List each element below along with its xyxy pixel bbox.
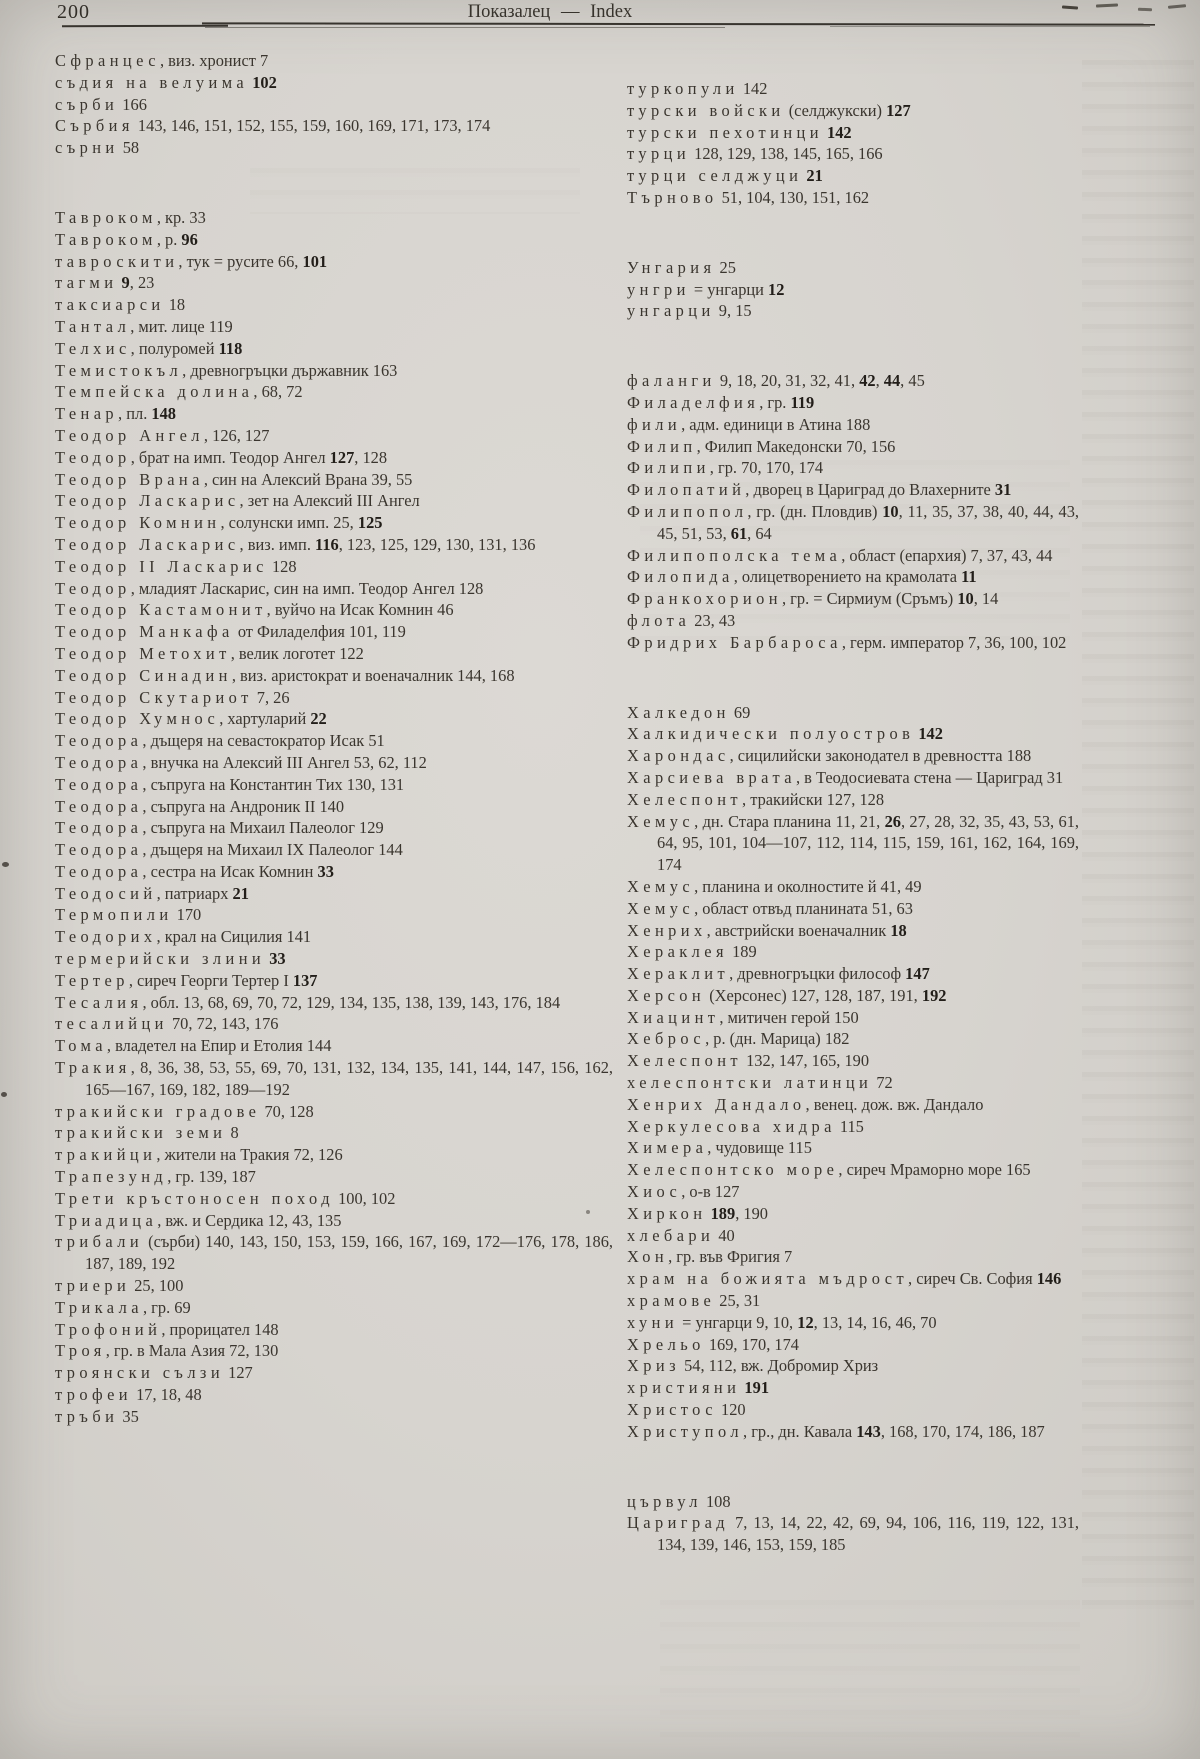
index-entry-term: храм на божията мъдрост	[627, 1269, 909, 1289]
index-entry: Теодор Врана, син на Алексий Врана 39, 55	[55, 469, 413, 489]
index-entry-term: Трапезунд	[55, 1167, 168, 1187]
index-entry-term: Теодор Скутариот	[55, 687, 253, 707]
index-entry-page-bold: 33	[269, 949, 286, 969]
index-entry: тракийски земи 8	[55, 1123, 239, 1143]
index-entry-page-bold: 42	[859, 371, 876, 391]
index-entry-term: Франкохорион	[627, 589, 782, 609]
index-entry-term: тагми	[55, 273, 118, 293]
index-entry: Химера, чудовище 115	[627, 1138, 812, 1158]
index-entry: Теодор Кастамонит, вуйчо на Исак Комнин 46	[55, 600, 454, 620]
index-entry-term: Унгария	[627, 257, 716, 277]
index-entry-term: Фридрих Барбароса	[627, 632, 842, 652]
index-entry: сърби 166	[55, 94, 147, 114]
index-entry-term: унгри	[627, 279, 690, 299]
index-entry: Хиос, о-в 127	[627, 1182, 740, 1202]
bleed-through-ghost-text	[660, 1600, 1080, 1740]
index-entry-term: Термопили	[55, 905, 173, 925]
index-entry	[627, 122, 1079, 144]
index-entry-term: Тавроком	[55, 229, 157, 249]
index-entry: Хенрих Дандало, венец. дож. вж. Дандало	[627, 1094, 984, 1114]
index-entry: Хелеспонтско море, сиреч Мраморно море 165	[627, 1160, 1031, 1180]
index-entry-term: Теодор II Ласкарис	[55, 556, 268, 576]
index-entry-term: трибали	[55, 1232, 144, 1252]
index-entry-page-bold: 118	[218, 338, 243, 358]
index-entry	[627, 165, 1079, 187]
index-entry-page-bold: 18	[890, 920, 907, 940]
index-entry: Търново 51, 104, 130, 151, 162	[627, 187, 870, 207]
scan-artifact-mark	[1168, 4, 1186, 9]
index-entry-term: Теодор Синадин	[55, 665, 232, 685]
index-entry: тагми 9, 23	[55, 273, 155, 293]
index-entry-term: Теодор	[55, 447, 131, 467]
index-entry: Тавроком, р. 96	[55, 229, 198, 249]
scan-speck	[2, 862, 9, 867]
index-entry-term: Теодор Метохит	[55, 643, 231, 663]
index-entry-term: Теодора	[55, 818, 143, 838]
index-entry: Христос 120	[627, 1400, 746, 1420]
index-entry-term: Теодор Хумнос	[55, 709, 220, 729]
index-entry: Хераклит, древногръцки философ 147	[627, 964, 930, 984]
index-entry: Хелеспонт, тракийски 127, 128	[627, 789, 885, 809]
index-column-left	[55, 50, 613, 1428]
index-entry: Хемус, планина и околностите й 41, 49	[627, 876, 922, 896]
index-entry: троянски сълзи 127	[55, 1363, 253, 1383]
index-entry-term: Търново	[627, 187, 718, 207]
index-entry-page-bold: 10	[957, 589, 974, 609]
index-entry: Унгария 25	[627, 257, 736, 277]
index-entry-page-bold: 127	[886, 100, 911, 120]
index-entry: Трети кръстоносен поход 100, 102	[55, 1188, 396, 1208]
index-entry: Харондас, сицилийски законодател в древността 188	[627, 746, 1032, 766]
index-entry: Цариград 7, 13, 14, 22, 42, 69, 94, 106, 116, 119, 122, 131, 134, 139, 146, 153, 159, 185	[627, 1513, 1079, 1555]
index-entry	[627, 1377, 1079, 1399]
index-entry: Тавроком, кр. 33	[55, 207, 206, 227]
index-entry-term: хуни	[627, 1312, 679, 1332]
index-entry: тесалийци 70, 72, 143, 176	[55, 1014, 279, 1034]
index-entry-term: Хиос	[627, 1182, 682, 1202]
index-entry-term: тесалийци	[55, 1014, 168, 1034]
index-entry-term: Филипополска тема	[627, 545, 842, 565]
index-entry-term: Хелеспонтско море	[627, 1160, 839, 1180]
index-entry-page-bold: 12	[797, 1312, 814, 1332]
index-entry-term: Теодора	[55, 796, 143, 816]
index-entry-page-bold: 143	[856, 1421, 881, 1441]
index-entry-page-bold: 96	[181, 229, 198, 249]
index-entry-term: турски войски	[627, 100, 785, 120]
index-entry	[55, 948, 613, 970]
index-entry: фаланги 9, 18, 20, 31, 32, 41, 42, 44, 45	[627, 371, 925, 391]
index-entry-term: Теодора	[55, 774, 143, 794]
index-entry-term: тракийски градове	[55, 1101, 261, 1121]
index-entry: турски войски (селджукски) 127	[627, 100, 911, 120]
bleed-through-ghost-text	[1082, 60, 1194, 1620]
index-entry-term: Триадица	[55, 1210, 158, 1230]
index-entry-term: Темистокъл	[55, 360, 183, 380]
index-entry: хелеспонтски латинци 72	[627, 1073, 893, 1093]
index-entry-page-bold: 12	[768, 279, 785, 299]
index-entry-term: Харсиева врата	[627, 767, 796, 787]
index-entry-term: Хераклея	[627, 942, 728, 962]
index-entry: турци 128, 129, 138, 145, 165, 166	[627, 144, 883, 164]
index-entry: Хриз 54, 112, вж. Добромир Хриз	[627, 1356, 879, 1376]
index-entry-page-bold: 189	[710, 1203, 736, 1223]
index-entry-term: Тракия	[55, 1058, 131, 1078]
index-entry: Термопили 170	[55, 905, 202, 925]
index-entry: Теодорих, крал на Сицилия 141	[55, 927, 312, 947]
index-entry: Теодор II Ласкарис 128	[55, 556, 297, 576]
index-entry: Теодор Ласкарис, виз. имп. 116, 123, 125, 129, 130, 131, 136	[55, 534, 536, 554]
index-entry-term: Халкидически полуостров	[627, 724, 915, 744]
index-entry: трибали (сърби) 140, 143, 150, 153, 159, 166, 167, 169, 172—176, 178, 186, 187, 189, 192	[55, 1232, 613, 1274]
index-entry: Филипопол, гр. (дн. Пловдив) 10, 11, 35, 37, 38, 40, 44, 43, 45, 51, 53, 61, 64	[627, 501, 1079, 543]
index-entry-term: Теодор Ласкарис	[55, 534, 240, 554]
index-entry-page-bold: 9	[121, 273, 130, 293]
index-entry-page-bold: 10	[882, 501, 899, 521]
index-entry-term: троянски сълзи	[55, 1363, 225, 1383]
index-entry: Теодора, съпруга на Константин Тих 130, 131	[55, 774, 405, 794]
index-entry-page-bold: 22	[310, 709, 327, 729]
index-entry: Тенар, пл. 148	[55, 404, 176, 424]
index-entry-page-bold: 61	[730, 523, 748, 543]
index-entry: Телхис, полуромей 118	[55, 338, 243, 358]
index-entry: тракийски градове 70, 128	[55, 1101, 314, 1121]
index-entry: Темистокъл, древногръцки държавник 163	[55, 360, 398, 380]
index-entry-term: Теодора	[55, 861, 143, 881]
index-entry-term: хлебари	[627, 1225, 715, 1245]
index-entry-term: Тантал	[55, 316, 131, 336]
index-entry: хлебари 40	[627, 1225, 735, 1245]
index-entry-term: Хенрих Дандало	[627, 1094, 806, 1114]
index-entry-term: Химера	[627, 1138, 708, 1158]
index-entry: Теодор Ласкарис, зет на Алексий III Ангел	[55, 491, 420, 511]
index-entry-page-bold: 26	[884, 811, 901, 831]
index-entry-page-bold: 33	[317, 861, 334, 881]
index-entry-term: Теодор Кастамонит	[55, 600, 267, 620]
index-entry-term: Филипопол	[627, 501, 748, 521]
index-entry-term: Теодосий	[55, 883, 157, 903]
index-entry-term: Хелеспонт	[627, 1051, 743, 1071]
index-entry-term: турци селджуци	[627, 166, 803, 186]
index-entry-term: Трикала	[55, 1297, 143, 1317]
header-rule-double-right	[830, 26, 1150, 27]
index-entry: Филопида, олицетворението на крамолата 11	[627, 567, 977, 587]
index-entry-term: триери	[55, 1276, 131, 1296]
index-entry-term: Хемус	[627, 811, 695, 831]
index-entry-page-bold: 101	[302, 251, 328, 271]
index-entry: Теодор Манкафа от Филаделфия 101, 119	[55, 622, 406, 642]
index-entry: Франкохорион, гр. = Сирмиум (Сръмъ) 10, 14	[627, 589, 999, 609]
index-entry: Теодор Ангел, 126, 127	[55, 425, 270, 445]
index-entry: триери 25, 100	[55, 1276, 184, 1296]
index-entry: Хераклея 189	[627, 942, 757, 962]
index-entry: хуни = унгарци 9, 10, 12, 13, 14, 16, 46, 70	[627, 1312, 937, 1332]
index-entry-term: Сърбия	[55, 116, 134, 136]
index-entry-term: християни	[627, 1378, 741, 1398]
index-entry: тръби 35	[55, 1406, 139, 1426]
index-entry-term: Филипи	[627, 458, 710, 478]
index-entry-page-bold: 21	[806, 166, 823, 186]
index-entry: унгри = унгарци 12	[627, 279, 785, 299]
index-entry: Триадица, вж. и Сердика 12, 43, 135	[55, 1210, 342, 1230]
scan-artifact-mark	[1138, 8, 1152, 11]
index-entry-term: храмове	[627, 1291, 716, 1311]
index-entry: Теодора, съпруга на Михаил Палеолог 129	[55, 818, 384, 838]
index-entry: Тома, владетел на Епир и Етолия 144	[55, 1036, 332, 1056]
index-entry: Теодора, дъщеря на Михаил IX Палеолог 144	[55, 840, 403, 860]
index-entry-term: Теодора	[55, 752, 143, 772]
index-entry: Теодосий, патриарх 21	[55, 883, 249, 903]
index-entry: Теодор Хумнос, хартуларий 22	[55, 709, 327, 729]
index-entry: Филаделфия, гр. 119	[627, 392, 815, 412]
index-entry-term: Христос	[627, 1400, 717, 1420]
index-entry: Троя, гр. в Мала Азия 72, 130	[55, 1341, 279, 1361]
index-entry-term: хелеспонтски латинци	[627, 1073, 873, 1093]
index-entry-term: Халкедон	[627, 702, 730, 722]
index-entry-term: турци	[627, 144, 691, 164]
index-entry-page-bold: 191	[744, 1378, 770, 1398]
index-entry-term: термерийски злини	[55, 949, 266, 969]
index-entry: флота 23, 43	[627, 610, 736, 630]
index-entry: фили, адм. единици в Атина 188	[627, 414, 871, 434]
index-entry-term: сърни	[55, 138, 119, 158]
index-entry-page-bold: 102	[252, 72, 277, 92]
index-entry-page-bold: 146	[1036, 1269, 1062, 1289]
index-entry-term: Христупол	[627, 1421, 744, 1441]
index-entry-term: флота	[627, 610, 691, 630]
index-entry-page-bold: 142	[918, 724, 943, 744]
index-entry-term: Телхис	[55, 338, 131, 358]
page-number: 200	[57, 1, 90, 23]
index-entry-term: Филаделфия	[627, 392, 760, 412]
index-entry-term: Хеброс	[627, 1029, 706, 1049]
index-entry-term: Теодора	[55, 731, 143, 751]
index-entry: Филипополска тема, област (епархия) 7, 37, 43, 44	[627, 545, 1053, 565]
index-entry-term: Теодор Комнин	[55, 513, 221, 533]
index-entry-page-bold: 21	[232, 883, 249, 903]
index-entry-term: Тесалия	[55, 992, 143, 1012]
index-entry-term: тръби	[55, 1406, 119, 1426]
index-entry: Темпейска долина, 68, 72	[55, 382, 303, 402]
index-entry-term: Херкулесова хидра	[627, 1116, 836, 1136]
index-entry-term: Хон	[627, 1247, 669, 1267]
index-entry-term: турски пехотинци	[627, 122, 823, 142]
index-entry: Хемус, дн. Стара планина 11, 21, 26, 27, 28, 32, 35, 43, 53, 61, 64, 95, 101, 104—107, 112, 114, 115, 159, 161, 162, 164, 169, 174	[627, 811, 1079, 875]
index-entry-term: фаланги	[627, 371, 716, 391]
index-entry-term: Трофоний	[55, 1319, 162, 1339]
index-entry-term: таксиарси	[55, 295, 165, 315]
index-entry-page-bold: 119	[790, 392, 815, 412]
index-entry: Теодора, съпруга на Андроник II 140	[55, 796, 345, 816]
index-entry-page-bold: 11	[961, 567, 977, 587]
index-entry: Халкедон 69	[627, 702, 751, 722]
index-entry-term: Филопида	[627, 567, 734, 587]
index-entry: Тесалия, обл. 13, 68, 69, 70, 72, 129, 134, 135, 138, 139, 143, 176, 184	[55, 992, 561, 1012]
index-entry: трофеи 17, 18, 48	[55, 1385, 202, 1405]
index-entry-term: трофеи	[55, 1385, 132, 1405]
index-entry: Хрельо 169, 170, 174	[627, 1334, 799, 1354]
index-entry-term: фили	[627, 414, 682, 434]
index-entry: таксиарси 18	[55, 295, 186, 315]
index-entry-term: Хемус	[627, 898, 695, 918]
index-entry: храм на божията мъдрост, сиреч Св. София 146	[627, 1269, 1062, 1289]
index-entry-page-bold: 142	[827, 122, 852, 142]
index-entry	[55, 72, 613, 94]
scan-artifact-mark	[1096, 3, 1118, 7]
index-entry-term: сърби	[55, 94, 119, 114]
index-entry: Трапезунд, гр. 139, 187	[55, 1167, 256, 1187]
index-entry-term: тракийски земи	[55, 1123, 227, 1143]
index-entry-term: Филопатий	[627, 480, 746, 500]
index-entry-term: Теодор	[55, 578, 131, 598]
index-entry-page-bold: 147	[905, 964, 930, 984]
index-entry: Теодор, младият Ласкарис, син на имп. Теодор Ангел 128	[55, 578, 484, 598]
index-entry-term: Харондас	[627, 746, 730, 766]
index-entry-term: Трети кръстоносен поход	[55, 1188, 334, 1208]
index-entry: Фридрих Барбароса, герм. император 7, 36, 100, 102	[627, 632, 1067, 652]
index-entry-page-bold: 137	[292, 970, 318, 990]
index-entry: Теодор, брат на имп. Теодор Ангел 127, 128	[55, 447, 388, 467]
index-entry-term: съдия на велуима	[55, 72, 249, 92]
index-entry-term: цървул	[627, 1491, 702, 1511]
index-entry: Трикала, гр. 69	[55, 1297, 191, 1317]
index-entry: тавроскити, тук = русите 66, 101	[55, 251, 328, 271]
index-entry: Христупол, гр., дн. Кавала 143, 168, 170, 174, 186, 187	[627, 1421, 1045, 1441]
index-entry-term: Хелеспонт	[627, 789, 743, 809]
index-entry-term: Теодор Врана	[55, 469, 204, 489]
index-entry-term: Темпейска долина	[55, 382, 254, 402]
index-entry-page-bold: 116	[315, 534, 339, 554]
index-entry: Филопатий, дворец в Цариград до Влахерните 31	[627, 480, 1012, 500]
index-entry: сърни 58	[55, 138, 140, 158]
index-entry-term: Херсон	[627, 985, 706, 1005]
header-rule-double	[205, 27, 725, 28]
index-entry: унгарци 9, 15	[627, 301, 752, 321]
index-entry: Трофоний, прорицател 148	[55, 1319, 279, 1339]
index-entry: Харсиева врата, в Теодосиевата стена — Цариград 31	[627, 767, 1064, 787]
index-entry: Теодор Скутариот 7, 26	[55, 687, 290, 707]
scan-speck	[1, 1092, 7, 1097]
index-entry: Филипи, гр. 70, 170, 174	[627, 458, 824, 478]
index-entry-term: Теодор Ангел	[55, 425, 204, 445]
index-column-right	[627, 78, 1079, 1556]
index-entry-page-bold: 127	[329, 447, 355, 467]
index-entry-page-bold: 148	[151, 404, 176, 424]
index-entry: Теодор Метохит, велик логотет 122	[55, 643, 364, 663]
index-entry: тракийци, жители на Тракия 72, 126	[55, 1145, 343, 1165]
index-entry-term: унгарци	[627, 301, 715, 321]
index-entry: Хеброс, р. (дн. Марица) 182	[627, 1029, 850, 1049]
index-entry: храмове 25, 31	[627, 1291, 761, 1311]
index-entry: Хенрих, австрийски военачалник 18	[627, 920, 907, 940]
header-rule-left	[62, 25, 228, 27]
index-entry-term: Троя	[55, 1341, 106, 1361]
index-entry: Тантал, мит. лице 119	[55, 316, 233, 336]
section-gap	[55, 159, 613, 207]
index-entry-page-bold: 192	[921, 985, 947, 1005]
index-entry-term: Хемус	[627, 876, 695, 896]
index-entry-term: Теодорих	[55, 927, 157, 947]
index-entry-term: Сфранцес	[55, 51, 160, 70]
index-entry: Тертер, сиреч Георги Тертер I 137	[55, 970, 318, 990]
index-entry: Теодора, сестра на Исак Комнин 33	[55, 861, 334, 881]
index-entry-term: Теодора	[55, 840, 143, 860]
index-entry-term: Хиацинт	[627, 1007, 720, 1027]
index-entry: Хон, гр. във Фригия 7	[627, 1247, 793, 1267]
index-entry-term: Тертер	[55, 970, 129, 990]
index-entry: Херкулесова хидра 115	[627, 1116, 864, 1136]
index-entry-page-bold: 125	[357, 513, 383, 533]
index-entry-term: Хенрих	[627, 920, 707, 940]
index-entry-term: тавроскити	[55, 251, 179, 271]
index-entry-term: Теодор Ласкарис	[55, 491, 240, 511]
index-entry-term: Хриз	[627, 1356, 680, 1376]
index-entry-term: Хераклит	[627, 964, 730, 984]
index-entry-page-bold: 44	[883, 371, 901, 391]
index-entry: туркопули 142	[627, 79, 768, 98]
index-entry-term: Цариград	[627, 1513, 730, 1533]
index-entry-term: Тенар	[55, 404, 119, 424]
index-entry: цървул 108	[627, 1491, 731, 1511]
index-entry	[627, 723, 1079, 745]
index-entry-term: Хиркон	[627, 1203, 707, 1223]
section-gap	[627, 654, 1079, 702]
index-entry: Херсон (Херсонес) 127, 128, 187, 191, 192	[627, 985, 947, 1005]
index-entry-term: Теодор Манкафа	[55, 622, 234, 642]
index-entry-term: Тома	[55, 1036, 107, 1056]
page-header-title: Показалец — Index	[467, 2, 633, 22]
index-entry: Сърбия 143, 146, 151, 152, 155, 159, 160, 169, 171, 173, 174	[55, 116, 491, 136]
index-entry-page-bold: 31	[994, 480, 1012, 500]
index-entry: Теодора, внучка на Алексий III Ангел 53, 62, 112	[55, 752, 427, 772]
index-entry: Теодора, дъщеря на севастократор Исак 51	[55, 731, 385, 751]
index-entry-term: туркопули	[627, 79, 739, 98]
index-entry: Теодор Комнин, солунски имп. 25, 125	[55, 513, 383, 533]
index-entry-term: тракийци	[55, 1145, 157, 1165]
index-entry-term: Филип	[627, 436, 697, 456]
index-entry: Хиркон 189, 190	[627, 1203, 768, 1223]
index-entry: Тракия, 8, 36, 38, 53, 55, 69, 70, 131, 132, 134, 135, 141, 144, 147, 156, 162, 165—167, 169, 182, 189—192	[55, 1058, 613, 1099]
section-gap	[627, 209, 1079, 257]
index-entry-term: Хрельо	[627, 1334, 705, 1354]
index-entry: Теодор Синадин, виз. аристократ и военачалник 144, 168	[55, 665, 515, 685]
index-entry: Хелеспонт 132, 147, 165, 190	[627, 1051, 870, 1071]
index-entry-term: Тавроком	[55, 207, 157, 227]
index-entry: Филип, Филип Македонски 70, 156	[627, 436, 896, 456]
index-entry: Хемус, област отвъд планината 51, 63	[627, 898, 913, 918]
index-entry: Хиацинт, митичен герой 150	[627, 1007, 859, 1027]
section-gap	[627, 1443, 1079, 1491]
section-gap	[627, 322, 1079, 370]
index-entry: Сфранцес, виз. хронист 7	[55, 51, 269, 70]
